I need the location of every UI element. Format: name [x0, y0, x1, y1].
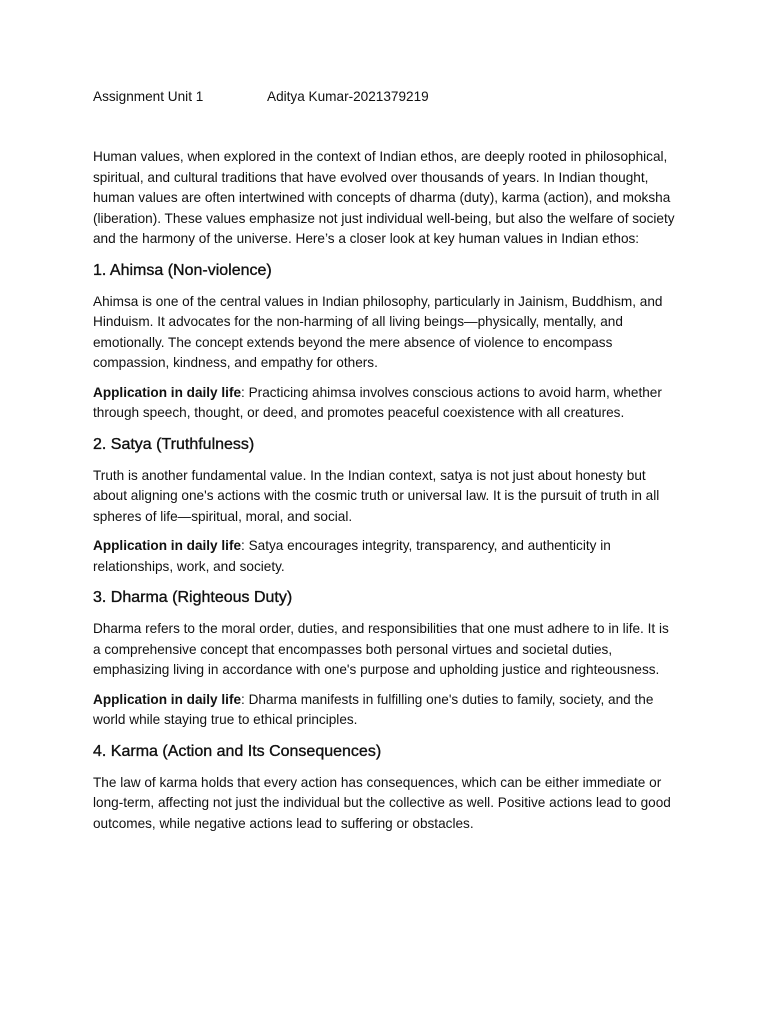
application-text: : Dharma manifests in fulfilling one's duties to family, society, and the world while staying true to ethical principles. [93, 691, 654, 727]
intro-paragraph: Human values, when explored in the context of Indian ethos, are deeply rooted in philosophical, spiritual, and cultural traditions that have evolved over thousands of years. In Indian thought, human values are often intertwined with concepts of dharma (duty), karma (action), and moksha (liberation). These values emphasize not just individual well-being, but also the welfare of society and the harmony of the universe. Here’s a closer look at key human values in Indian ethos: [93, 149, 675, 246]
application-text: : Satya encourages integrity, transparency, and authenticity in relationships, work, and society. [93, 538, 611, 574]
section-body-satya: Truth is another fundamental value. In the Indian context, satya is not just about honesty but about aligning one's actions with the cosmic truth or universal law. It is the pursuit of truth in all spheres of life—spiritual, moral, and social. [93, 467, 660, 524]
section-body-karma: The law of karma holds that every action has consequences, which can be either immediate or long-term, affecting not just the individual but the collective as well. Positive actions lead to good outcomes, while negative actions lead to suffering or obstacles. [93, 774, 671, 831]
application-label: Application in daily life [93, 538, 242, 553]
application-label: Application in daily life [93, 384, 242, 400]
section-heading-dharma: 3. Dharma (Righteous Duty) [93, 589, 293, 606]
section-heading-satya: 2. Satya (Truthfulness) [93, 435, 255, 453]
application-label: Application in daily life [93, 691, 242, 707]
author-name: Aditya Kumar-2021379219 [267, 89, 429, 104]
application-paragraph-dharma [93, 690, 678, 731]
application-paragraph-ahimsa [93, 383, 678, 424]
section-body-ahimsa: Ahimsa is one of the central values in Indian philosophy, particularly in Jainism, Buddhism, and Hinduism. It advocates for the non-harming of all living beings—physically, mentally, and emotionally. The concept extends beyond the mere absence of violence to encompass compassion, kindness, and empathy for others. [93, 293, 663, 370]
application-text: : Practicing ahimsa involves conscious actions to avoid harm, whether through speech, thought, or deed, and promotes peaceful coexistence with all creatures. [93, 384, 662, 420]
section-body-dharma: Dharma refers to the moral order, duties, and responsibilities that one must adhere to in life. It is a comprehensive concept that encompasses both personal virtues and societal duties, emphasizing living in accordance with one's purpose and upholding justice and righteousness. [93, 621, 669, 677]
application-paragraph-satya [93, 536, 678, 577]
section-heading-ahimsa: 1. Ahimsa (Non-violence) [93, 261, 272, 279]
section-heading-karma: 4. Karma (Action and Its Consequences) [93, 742, 382, 760]
document-body [93, 147, 678, 843]
assignment-title: Assignment Unit 1 [93, 89, 204, 104]
